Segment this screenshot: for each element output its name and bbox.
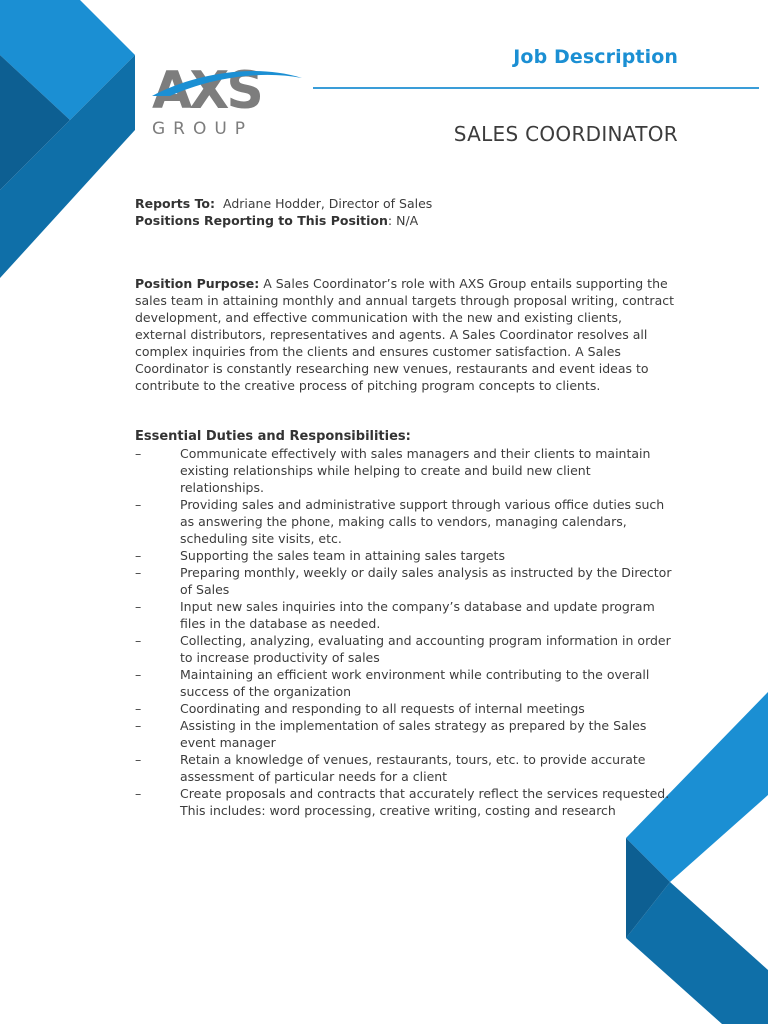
list-item: [135, 632, 675, 666]
list-item: [135, 547, 675, 564]
duty-text: Retain a knowledge of venues, restaurants, tours, etc. to provide accurate assessment of particular needs for a client: [180, 752, 646, 784]
logo-axs-text: AXS: [152, 61, 261, 121]
bullet-dash: –: [135, 446, 142, 461]
list-item: [135, 496, 675, 547]
duty-text: Supporting the sales team in attaining sales targets: [180, 548, 505, 563]
bullet-dash: –: [135, 497, 142, 512]
bullet-dash: –: [135, 667, 142, 682]
bullet-dash: –: [135, 701, 142, 716]
duty-text: Input new sales inquiries into the company’s database and update program files in the database as needed.: [180, 599, 655, 631]
duty-text: Collecting, analyzing, evaluating and accounting program information in order to increase productivity of sales: [180, 633, 671, 665]
document-type-heading: Job Description: [513, 46, 678, 68]
reports-to-label: Reports To:: [135, 196, 216, 211]
position-purpose: [135, 275, 675, 394]
axs-group-logo: [150, 56, 310, 140]
position-purpose-text: A Sales Coordinator’s role with AXS Group entails supporting the sales team in attaining monthly and annual targets through proposal writing, contract development, and effective communication with the new and existing clients, external distributors, representatives and agents. A Sales Coordinator resolves all complex inquiries from the clients and ensures customer satisfaction. A Sales Coordinator is constantly researching new venues, restaurants and event ideas to contribute to the creative process of pitching program concepts to clients.: [135, 276, 675, 393]
duty-text: Providing sales and administrative support through various office duties such as answering the phone, making calls to vendors, managing calendars, scheduling site visits, etc.: [180, 497, 665, 546]
duty-text: Communicate effectively with sales managers and their clients to maintain existing relationships while helping to create and build new client relationships.: [180, 446, 651, 495]
reports-to-value: Adriane Hodder, Director of Sales: [222, 196, 433, 211]
bullet-dash: –: [135, 786, 142, 801]
list-item: [135, 445, 675, 496]
list-item: [135, 717, 675, 751]
duty-text: Coordinating and responding to all requests of internal meetings: [180, 701, 585, 716]
list-item: [135, 666, 675, 700]
bullet-dash: –: [135, 599, 142, 614]
position-purpose-label: Position Purpose:: [135, 276, 260, 291]
duty-text: Maintaining an efficient work environment while contributing to the overall success of the organization: [180, 667, 650, 699]
job-description-body: [135, 195, 675, 819]
duty-text: Create proposals and contracts that accurately reflect the services requested. This includes: word processing, creative writing, costing and research: [180, 786, 670, 818]
reports-to-line: [135, 195, 675, 212]
reporting-positions-value: : N/A: [387, 213, 419, 228]
duty-text: Preparing monthly, weekly or daily sales analysis as instructed by the Director of Sales: [180, 565, 672, 597]
bullet-dash: –: [135, 752, 142, 767]
list-item: [135, 700, 675, 717]
job-title: SALES COORDINATOR: [453, 122, 678, 146]
duty-text: Assisting in the implementation of sales strategy as prepared by the Sales event manager: [180, 718, 647, 750]
bullet-dash: –: [135, 548, 142, 563]
bullet-dash: –: [135, 565, 142, 580]
bullet-dash: –: [135, 718, 142, 733]
duties-heading: Essential Duties and Responsibilities:: [135, 429, 411, 444]
logo-group-text: GROUP: [152, 119, 254, 139]
reporting-positions-line: [135, 212, 675, 229]
list-item: [135, 564, 675, 598]
bullet-dash: –: [135, 633, 142, 648]
list-item: [135, 598, 675, 632]
header-divider: [313, 87, 759, 89]
duties-list: [135, 445, 675, 819]
reporting-positions-label: Positions Reporting to This Position: [135, 213, 388, 228]
list-item: [135, 751, 675, 785]
list-item: [135, 785, 675, 819]
